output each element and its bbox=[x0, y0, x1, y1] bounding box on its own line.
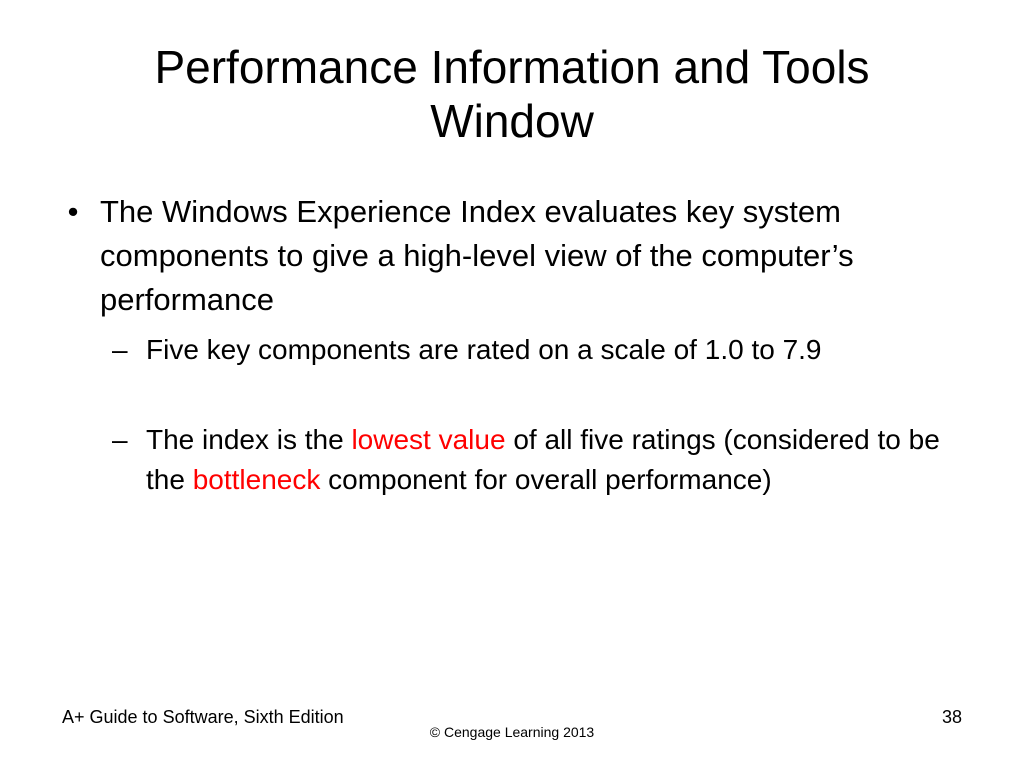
sub-bullet-marker: – bbox=[112, 334, 128, 365]
footer-copyright: © Cengage Learning 2013 bbox=[429, 724, 595, 740]
bullet-marker: • bbox=[67, 194, 79, 229]
highlight-lowest-value: lowest value bbox=[351, 424, 506, 455]
sub-bullet-item bbox=[112, 420, 966, 500]
page-number: 38 bbox=[941, 707, 962, 727]
highlight-bottleneck: bottleneck bbox=[192, 464, 321, 495]
bullet-item bbox=[58, 190, 1000, 322]
sub-bullet-text-part3: component for overall performance) bbox=[320, 464, 772, 495]
slide-title bbox=[60, 40, 964, 148]
sub-bullet-text: Five key components are rated on a scale of 1.0 to 7.9 bbox=[146, 334, 822, 365]
sub-bullet-marker: – bbox=[112, 424, 128, 455]
sub-bullet-text-part2: of all five ratings (considered to be the bbox=[146, 424, 940, 495]
footer-book-title: A+ Guide to Software, Sixth Edition bbox=[62, 707, 344, 727]
bullet-text: The Windows Experience Index evaluates key system components to give a high-level view of the computer’s performance bbox=[100, 194, 854, 317]
slide-title-line2: Window bbox=[430, 95, 594, 147]
slide-title-line1: Performance Information and Tools bbox=[154, 41, 870, 93]
sub-bullet-text-part1: The index is the bbox=[146, 424, 352, 455]
sub-bullet-item bbox=[112, 330, 966, 370]
